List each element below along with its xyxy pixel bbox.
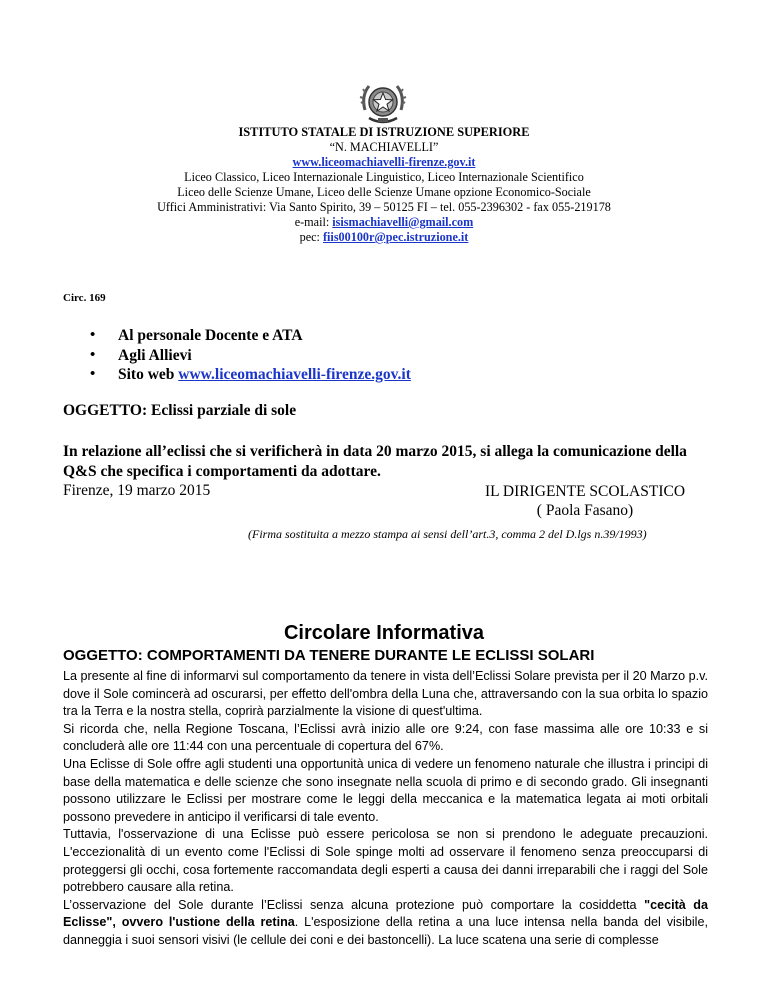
italian-republic-emblem-icon: [359, 80, 407, 126]
recipient-website: [90, 365, 411, 385]
school-name: “N. MACHIAVELLI”: [329, 140, 439, 154]
recipient-students: • Agli Allievi: [90, 346, 411, 366]
signature-role: IL DIRIGENTE SCOLASTICO: [484, 483, 686, 500]
email-line: [60, 215, 708, 230]
pec-link[interactable]: fiis00100r@pec.istruzione.it: [322, 230, 469, 244]
behaviour-subject-heading: OGGETTO: COMPORTAMENTI DA TENERE DURANTE LE ECLISSI SOLARI: [63, 647, 595, 664]
signature-note: (Firma sostituita a mezzo stampa ai sensi dell’art.3, comma 2 del D.lgs n.39/1993): [248, 527, 647, 541]
subject-heading: OGGETTO: Eclissi parziale di sole: [63, 402, 297, 419]
school-header: [60, 125, 708, 245]
website-label: Sito web: [118, 366, 179, 383]
pec-label: pec:: [299, 230, 323, 244]
paragraph: La presente al fine di informarvi sul comportamento da tenere in vista dell’Eclissi Solare prevista per il 20 Marzo p.v. dove il Sole comincerà ad oscurarsi, per effetto dell'ombra della Luna che, attraversando con la sua orbita lo spazio tra la Terra e la nostra stella, coprirà parzialmente la visione di quest'ultima.: [63, 669, 708, 719]
recipient-staff: • Al personale Docente e ATA: [90, 326, 411, 346]
paragraph-start: L’osservazione del Sole durante l’Eclissi senza alcuna protezione può comportare la cosiddetta: [63, 897, 645, 912]
offices-address: Uffici Amministrativi: Via Santo Spirito, 39 – 50125 FI – tel. 055-2396302 - fax 055-219178: [157, 200, 611, 214]
signature-block: [470, 482, 700, 520]
body-text: [63, 668, 708, 950]
institute-name: ISTITUTO STATALE DI ISTRUZIONE SUPERIORE: [238, 125, 530, 139]
pec-line: [60, 230, 708, 245]
licei-line-2: Liceo delle Scienze Umane, Liceo delle Scienze Umane opzione Economico-Sociale: [177, 185, 591, 199]
paragraph: Tuttavia, l'osservazione di una Eclisse può essere pericolosa se non si prendono le adeguate precauzioni. L'eccezionalità di un evento come l'Eclissi di Sole spinge molti ad osservare il fenomeno senza preoccuparsi di proteggersi gli occhi, cosa fortemente raccomandata degli esperti a causa dei danni irreparabili che i raggi del Sole potrebbero causare alla retina.: [63, 827, 708, 895]
circular-number: Circ. 169: [63, 292, 106, 304]
school-website-link[interactable]: www.liceomachiavelli-firenze.gov.it: [292, 155, 476, 169]
signature-name: ( Paola Fasano): [536, 502, 634, 519]
paragraph: Una Eclisse di Sole offre agli studenti una opportunità unica di vedere un fenomeno naturale che illustra i principi di base della matematica e delle scienze che sono insegnate nella scuola di primo e di secondo grado. Gli insegnanti possono utilizzare le Eclissi per mostrare come le leggi della meccanica e la matematica legata ai moti orbitali possono prevedere in anticipo il verificarsi di tale evento.: [63, 756, 708, 824]
paragraph-emphasis: "cecità da Eclisse", ovvero l'ustione della retina: [63, 897, 708, 930]
relation-statement: In relazione all’eclissi che si verificherà in data 20 marzo 2015, si allega la comunicazione della Q&S che specifica i comportamenti da adottare.: [63, 443, 687, 480]
recipient-website-link[interactable]: www.liceomachiavelli-firenze.gov.it: [178, 366, 411, 383]
paragraph: [63, 897, 708, 950]
circular-title: Circolare Informativa: [283, 622, 485, 644]
paragraph: Si ricorda che, nella Regione Toscana, l’Eclissi avrà inizio alle ore 9:24, con fase massima alle ore 10:33 e si concluderà alle ore 11:44 con una percentuale di copertura del 67%.: [63, 721, 708, 754]
email-label: e-mail:: [294, 215, 333, 229]
email-link[interactable]: isismachiavelli@gmail.com: [332, 215, 474, 229]
licei-line-1: Liceo Classico, Liceo Internazionale Linguistico, Liceo Internazionale Scientifico: [184, 170, 584, 184]
paragraph-end: . L'esposizione della retina a una luce intensa nella banda del visibile, danneggia i suoi sensori visivi (le cellule dei coni e dei bastoncelli). La luce scatena una serie di complesse: [63, 915, 708, 947]
recipients-list: [90, 326, 411, 385]
place-date: Firenze, 19 marzo 2015: [63, 482, 211, 499]
